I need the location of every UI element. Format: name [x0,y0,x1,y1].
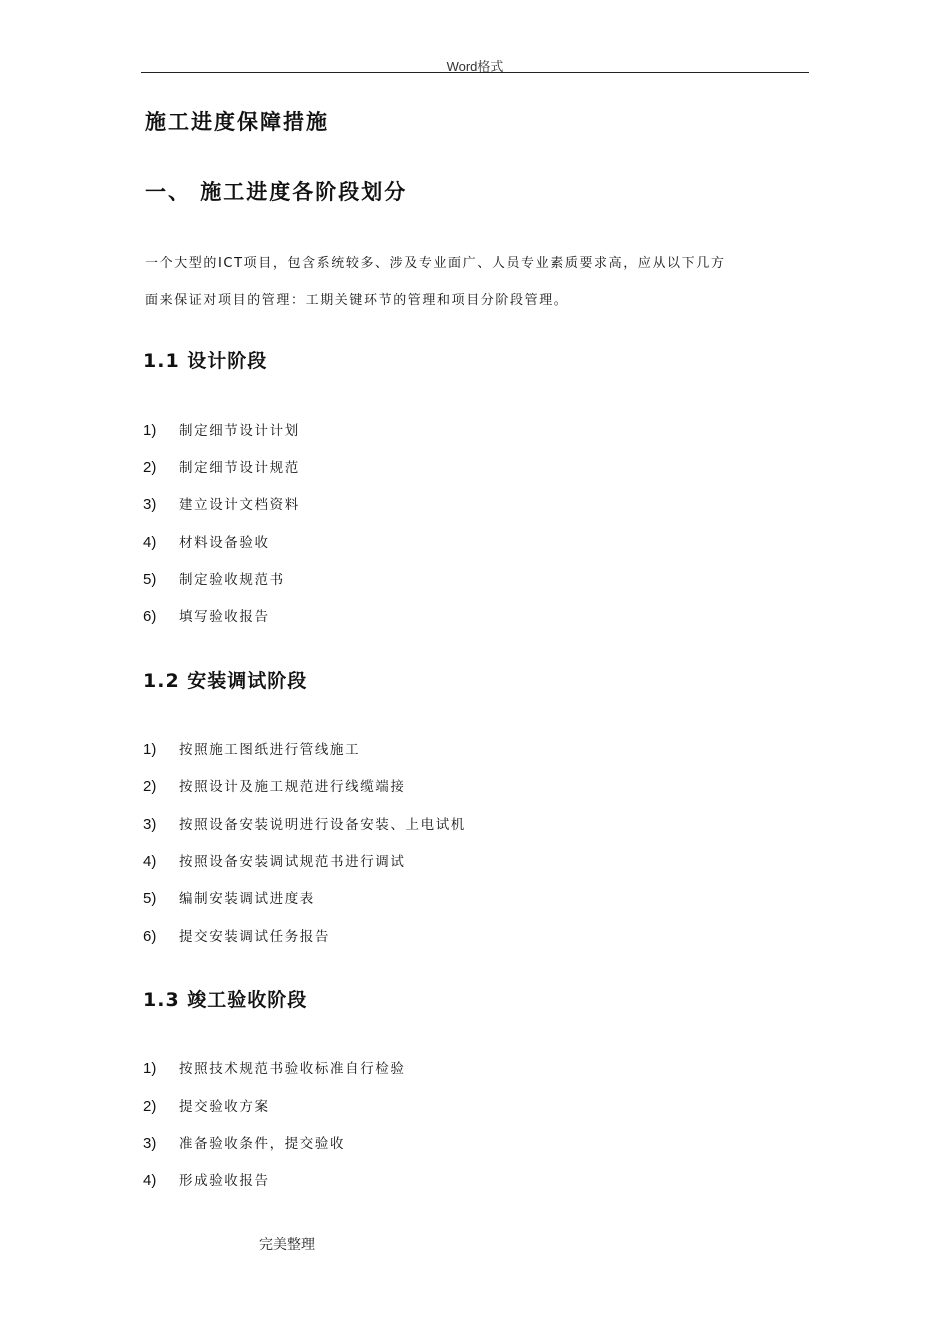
list-item [143,421,300,441]
list-item-number: 5) [143,890,157,907]
intro-paragraph-line-1: 一个大型的ICT项目，包含系统较多、涉及专业面广、人员专业素质要求高，应从以下几方 [145,256,726,271]
document-title: 施工进度保障措施 [145,110,329,134]
subsection-heading-design: 1.1 设计阶段 [143,350,268,372]
list-item-number: 5) [143,571,157,588]
list-item-text: 按照施工图纸进行管线施工 [179,742,361,758]
list-item-number: 6) [143,928,157,945]
list-item-number: 1) [143,1060,157,1077]
list-item-number: 2) [143,778,157,795]
list-item [143,458,300,478]
list-item-text: 按照设计及施工规范进行线缆端接 [179,779,406,795]
list-item-number: 3) [143,1135,157,1152]
list-item-text: 提交安装调试任务报告 [179,929,330,945]
subsection-heading-acceptance: 1.3 竣工验收阶段 [143,989,308,1011]
list-item-number: 3) [143,496,157,513]
subsection-heading-installation: 1.2 安装调试阶段 [143,670,308,692]
list-item-number: 6) [143,608,157,625]
list-item [143,815,466,835]
list-item-text: 按照设备安装说明进行设备安装、上电试机 [179,817,466,833]
list-item-text: 材料设备验收 [179,535,270,551]
list-item [143,889,315,909]
list-item-text: 准备验收条件，提交验收 [179,1136,346,1152]
list-item [143,570,285,590]
list-item-number: 4) [143,1172,157,1189]
list-item-text: 制定细节设计计划 [179,423,300,439]
list-item [143,852,406,872]
list-item-text: 按照设备安装调试规范书进行调试 [179,854,406,870]
list-item [143,1059,406,1079]
list-item-number: 4) [143,534,157,551]
list-item-number: 1) [143,741,157,758]
list-item [143,533,270,553]
list-item-text: 提交验收方案 [179,1099,270,1115]
list-item-text: 制定验收规范书 [179,572,285,588]
list-item-text: 填写验收报告 [179,609,270,625]
list-item-number: 2) [143,1098,157,1115]
list-item-number: 1) [143,422,157,439]
list-item [143,777,406,797]
list-item-text: 按照技术规范书验收标准自行检验 [179,1061,406,1077]
list-item-text: 建立设计文档资料 [179,497,300,513]
list-item-number: 2) [143,459,157,476]
page-header: Word格式 [446,59,504,74]
list-item [143,1171,270,1191]
section-title: 一、 施工进度各阶段划分 [145,180,408,204]
list-item [143,927,330,947]
list-item [143,495,300,515]
list-item [143,1134,345,1154]
list-item-text: 编制安装调试进度表 [179,891,315,907]
list-item-number: 4) [143,853,157,870]
intro-paragraph-line-2: 面来保证对项目的管理：工期关键环节的管理和项目分阶段管理。 [145,293,569,308]
list-item [143,740,360,760]
header-rule [141,72,809,73]
list-item-text: 形成验收报告 [179,1173,270,1189]
list-item [143,1097,270,1117]
page-footer: 完美整理 [259,1237,315,1253]
list-item [143,607,270,627]
list-item-text: 制定细节设计规范 [179,460,300,476]
list-item-number: 3) [143,816,157,833]
